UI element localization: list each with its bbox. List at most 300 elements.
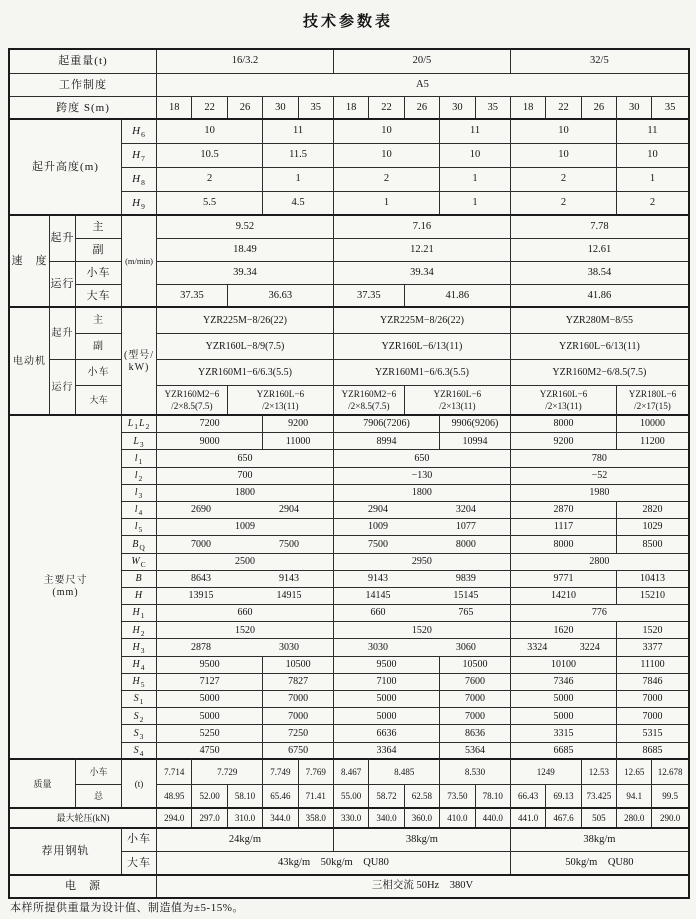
value-cell: 7.769 [299, 758, 334, 785]
value-cell: 505 [582, 807, 617, 829]
footnote: 本样所提供重量为设计值、制造值为±5-15%。 [10, 902, 244, 914]
value-cell: A5 [157, 74, 688, 97]
value-text: 2878 [190, 641, 211, 653]
value-cell: 7.714 [157, 758, 192, 785]
value-cell: 7.729 [192, 758, 263, 785]
value-text: 2690 [190, 504, 211, 516]
row-label: $l_5$ [122, 519, 157, 536]
row-label: $H_1$ [122, 605, 157, 622]
row-label: H [122, 588, 157, 605]
value-cell: 50kg/m QU80 [511, 852, 688, 876]
value-cell: 1009 [157, 519, 334, 536]
value-cell: 1980 [511, 485, 688, 502]
value-cell: 18.49 [157, 239, 334, 262]
row-label: 起升高度(m) [10, 118, 122, 216]
row-label: $B_Q$ [122, 536, 157, 553]
value-cell: 1 [440, 168, 511, 192]
row-label: $H_6$ [122, 118, 157, 144]
value-cell [157, 571, 334, 588]
value-cell: 62.58 [405, 785, 440, 809]
value-cell: 7846 [617, 674, 688, 691]
row-label: 电动机 [10, 306, 50, 416]
parameters-table [8, 48, 690, 899]
value-cell [334, 588, 511, 605]
value-line: YZR160M2−6 [164, 389, 220, 400]
value-cell: 38.54 [511, 262, 688, 285]
value-cell: 22 [192, 97, 227, 120]
value-cell: 69.13 [546, 785, 581, 809]
row-label: 速 度 [10, 214, 50, 308]
value-cell: YZR160M1−6/6.3(5.5) [334, 360, 511, 386]
value-cell: 8.467 [334, 758, 369, 785]
row-label: 总 [76, 785, 122, 809]
value-cell: YZR160L−6/13(11) [334, 334, 511, 360]
value-cell: 5315 [617, 725, 688, 742]
value-cell: 58.72 [369, 785, 404, 809]
value-cell: 9000 [157, 433, 263, 450]
value-cell: 9200 [511, 433, 617, 450]
value-cell: 7906(7206) [334, 414, 440, 433]
value-cell: 7.78 [511, 214, 688, 239]
value-text: 2904 [367, 504, 388, 516]
value-cell: 2820 [617, 502, 688, 519]
value-text: 13915 [188, 590, 214, 602]
value-cell: 7600 [440, 674, 511, 691]
value-cell: 7250 [263, 725, 334, 742]
row-label: $H_4$ [122, 657, 157, 674]
value-cell: 5364 [440, 743, 511, 760]
value-cell: 4.5 [263, 192, 334, 216]
value-cell: 10000 [617, 414, 688, 433]
value-cell: 99.5 [652, 785, 687, 809]
value-cell: 37.35 [157, 285, 228, 308]
row-label: $S_4$ [122, 743, 157, 760]
row-label: 小车 [76, 758, 122, 785]
value-cell: 78.10 [476, 785, 511, 809]
value-cell: YZR280M−8/55 [511, 306, 688, 334]
value-cell: 18 [157, 97, 192, 120]
value-text: 9143 [278, 573, 299, 585]
value-cell: 8.530 [440, 758, 511, 785]
value-cell: 8000 [511, 536, 617, 553]
value-cell [157, 639, 334, 656]
value-cell [334, 536, 511, 553]
value-cell: 360.0 [405, 807, 440, 829]
value-cell: 8500 [617, 536, 688, 553]
value-cell: 37.35 [334, 285, 405, 308]
value-line: YZR160M2−6 [341, 389, 397, 400]
value-cell: 410.0 [440, 807, 475, 829]
value-text: 3030 [278, 641, 299, 653]
value-cell: 12.61 [511, 239, 688, 262]
row-label: 荐用钢轨 [10, 827, 122, 876]
value-cell [228, 386, 334, 416]
value-cell: 3315 [511, 725, 617, 742]
row-label: $l_1$ [122, 450, 157, 467]
value-cell: YZR160L−6/13(11) [511, 334, 688, 360]
value-cell: −52 [511, 468, 688, 485]
value-cell: 1800 [334, 485, 511, 502]
value-line: kW) [128, 361, 150, 373]
value-cell: 7.749 [263, 758, 298, 785]
value-cell: 38kg/m [511, 827, 688, 852]
row-label: (t) [122, 758, 157, 809]
value-cell: 1 [440, 192, 511, 216]
value-cell: 1 [263, 168, 334, 192]
value-cell [334, 502, 511, 519]
value-cell: 5000 [511, 691, 617, 708]
value-line: 主要尺寸 [43, 575, 88, 587]
value-cell: 35 [299, 97, 334, 120]
row-label: 主 [76, 306, 122, 334]
value-cell: 9906(9206) [440, 414, 511, 433]
value-cell: 5000 [334, 708, 440, 725]
value-cell: 7100 [334, 674, 440, 691]
value-cell: 71.41 [299, 785, 334, 809]
value-cell: 4750 [157, 743, 263, 760]
value-cell: 7827 [263, 674, 334, 691]
value-cell [334, 519, 511, 536]
value-cell: 10994 [440, 433, 511, 450]
value-cell: 280.0 [617, 807, 652, 829]
value-cell: 35 [652, 97, 687, 120]
value-cell: 18 [511, 97, 546, 120]
value-cell: 24kg/m [157, 827, 334, 852]
value-text: 15145 [453, 590, 479, 602]
value-cell: 10.5 [157, 144, 263, 168]
value-cell: 2950 [334, 554, 511, 571]
row-label: $H_8$ [122, 168, 157, 192]
value-cell: 30 [263, 97, 298, 120]
value-cell: 39.34 [157, 262, 334, 285]
value-cell: 26 [582, 97, 617, 120]
value-cell: 39.34 [334, 262, 511, 285]
value-cell: 9.52 [157, 214, 334, 239]
row-label: $L_3$ [122, 433, 157, 450]
row-label [10, 414, 122, 760]
value-cell: 2870 [511, 502, 617, 519]
value-cell [511, 639, 617, 656]
row-label: 运行 [50, 262, 76, 308]
row-label: 小车 [122, 827, 157, 852]
row-label: $H_9$ [122, 192, 157, 216]
row-label: $L_1L_2$ [122, 414, 157, 433]
value-cell [334, 571, 511, 588]
value-cell: 12.53 [582, 758, 617, 785]
value-cell: 9200 [263, 414, 334, 433]
value-cell: 700 [157, 468, 334, 485]
value-cell: 7346 [511, 674, 617, 691]
value-cell: 441.0 [511, 807, 546, 829]
value-cell: 3377 [617, 639, 688, 656]
value-line: /2×13(11) [262, 400, 299, 411]
row-label: 质量 [10, 758, 76, 809]
value-cell: 2 [157, 168, 263, 192]
value-cell [334, 605, 511, 622]
row-label: $S_3$ [122, 725, 157, 742]
value-cell: 三相交流 50Hz 380V [157, 874, 688, 897]
value-cell: 2 [617, 192, 688, 216]
value-text: 3224 [579, 641, 600, 653]
value-cell: 358.0 [299, 807, 334, 829]
value-cell: 6685 [511, 743, 617, 760]
value-cell: 65.46 [263, 785, 298, 809]
value-cell: 1029 [617, 519, 688, 536]
value-cell: YZR160M2−6/8.5(7.5) [511, 360, 688, 386]
value-cell: 1520 [617, 622, 688, 639]
row-label: $H_2$ [122, 622, 157, 639]
value-cell: 310.0 [228, 807, 263, 829]
row-label: 大车 [76, 386, 122, 416]
row-label: $H_5$ [122, 674, 157, 691]
value-cell: 9500 [334, 657, 440, 674]
row-label: 起重量(t) [10, 50, 157, 74]
value-cell: 15210 [617, 588, 688, 605]
value-cell: 66.43 [511, 785, 546, 809]
value-line: /2×17(15) [634, 400, 671, 411]
value-cell: 2 [511, 168, 617, 192]
row-label: B [122, 571, 157, 588]
row-label: 运行 [50, 360, 76, 416]
value-cell: 41.86 [511, 285, 688, 308]
value-text: 3204 [455, 504, 476, 516]
value-line: /2×13(11) [545, 400, 582, 411]
value-cell: 5250 [157, 725, 263, 742]
value-cell [334, 639, 511, 656]
value-cell: 35 [476, 97, 511, 120]
value-cell: 12.65 [617, 758, 652, 785]
value-cell: 43kg/m 50kg/m QU80 [157, 852, 511, 876]
value-cell: 8000 [511, 414, 617, 433]
value-cell: 7000 [440, 691, 511, 708]
value-cell [157, 536, 334, 553]
value-cell: 52.00 [192, 785, 227, 809]
value-cell: 1 [617, 168, 688, 192]
value-cell: 344.0 [263, 807, 298, 829]
value-cell: 290.0 [652, 807, 687, 829]
value-cell: 8685 [617, 743, 688, 760]
value-text: 8000 [455, 538, 476, 550]
value-cell: 10 [334, 118, 440, 144]
value-text: 765 [458, 607, 474, 619]
row-label: 小车 [76, 360, 122, 386]
row-label: $l_4$ [122, 502, 157, 519]
row-label: 跨度 S(m) [10, 97, 157, 120]
value-cell: 12.21 [334, 239, 511, 262]
value-cell: 7.16 [334, 214, 511, 239]
row-label: $l_3$ [122, 485, 157, 502]
value-cell: 32/5 [511, 50, 688, 74]
value-cell: 330.0 [334, 807, 369, 829]
value-cell: 20/5 [334, 50, 511, 74]
value-cell [511, 386, 617, 416]
value-text: 2904 [278, 504, 299, 516]
row-label: $W_C$ [122, 554, 157, 571]
value-cell: 297.0 [192, 807, 227, 829]
value-text: 14915 [276, 590, 302, 602]
value-cell: YZR160L−8/9(7.5) [157, 334, 334, 360]
row-label: (m/min) [122, 214, 157, 308]
row-label: 最大轮压(kN) [10, 807, 157, 829]
value-text: 1077 [455, 521, 476, 533]
value-cell [405, 386, 511, 416]
page-title: 技术参数表 [302, 14, 393, 30]
row-label: 副 [76, 334, 122, 360]
row-label: $S_2$ [122, 708, 157, 725]
row-label [122, 306, 157, 416]
value-cell [617, 386, 688, 416]
value-cell: 26 [228, 97, 263, 120]
value-cell: 2800 [511, 554, 688, 571]
value-cell: 7200 [157, 414, 263, 433]
value-cell: 3364 [334, 743, 440, 760]
value-cell: 11.5 [263, 144, 334, 168]
value-cell: 73.50 [440, 785, 475, 809]
value-text: 3030 [367, 641, 388, 653]
value-text: 7500 [278, 538, 299, 550]
value-cell: 776 [511, 605, 688, 622]
value-cell: 26 [405, 97, 440, 120]
value-cell: 7000 [263, 691, 334, 708]
value-text: 3060 [455, 641, 476, 653]
value-cell: 22 [546, 97, 581, 120]
value-cell: 7000 [440, 708, 511, 725]
value-cell: 38kg/m [334, 827, 511, 852]
value-cell: 10 [511, 144, 617, 168]
value-cell: 10 [157, 118, 263, 144]
value-line: /2×8.5(7.5) [171, 400, 213, 411]
value-cell: 11 [440, 118, 511, 144]
row-label: $S_1$ [122, 691, 157, 708]
value-cell: 1800 [157, 485, 334, 502]
value-cell: 30 [440, 97, 475, 120]
value-cell: 1249 [511, 758, 582, 785]
value-text: 9143 [367, 573, 388, 585]
value-cell: 1520 [157, 622, 334, 639]
value-cell: 5000 [511, 708, 617, 725]
value-cell: 7000 [263, 708, 334, 725]
value-text: 1009 [367, 521, 388, 533]
value-cell: 36.63 [228, 285, 334, 308]
value-line: YZR160L−6 [433, 389, 482, 400]
value-cell: 22 [369, 97, 404, 120]
value-cell: 7127 [157, 674, 263, 691]
value-cell: 5000 [334, 691, 440, 708]
value-cell: 30 [617, 97, 652, 120]
value-cell: 660 [157, 605, 334, 622]
value-cell: −130 [334, 468, 511, 485]
value-cell: 10100 [511, 657, 617, 674]
value-cell: 55.00 [334, 785, 369, 809]
value-text: 660 [370, 607, 386, 619]
value-cell: 2 [511, 192, 617, 216]
value-cell [334, 386, 405, 416]
value-cell: 340.0 [369, 807, 404, 829]
value-line: (mm) [52, 587, 79, 599]
value-cell: 650 [157, 450, 334, 467]
value-cell: 2 [334, 168, 440, 192]
value-cell: 41.86 [405, 285, 511, 308]
value-text: 14145 [365, 590, 391, 602]
value-cell: 73.425 [582, 785, 617, 809]
value-cell: 5000 [157, 691, 263, 708]
value-cell: 5000 [157, 708, 263, 725]
value-cell: 10413 [617, 571, 688, 588]
value-cell: 10 [617, 144, 688, 168]
row-label: $H_3$ [122, 639, 157, 656]
value-cell: 1620 [511, 622, 617, 639]
value-cell: YZR160M1−6/6.3(5.5) [157, 360, 334, 386]
row-label: 大车 [122, 852, 157, 876]
value-cell: 467.6 [546, 807, 581, 829]
value-cell: 94.1 [617, 785, 652, 809]
row-label: 小车 [76, 262, 122, 285]
row-label: 工作制度 [10, 74, 157, 97]
value-cell [157, 588, 334, 605]
value-cell: YZR225M−8/26(22) [157, 306, 334, 334]
row-label: $l_2$ [122, 468, 157, 485]
value-cell: 11100 [617, 657, 688, 674]
value-text: 8643 [190, 573, 211, 585]
value-cell: 1520 [334, 622, 511, 639]
row-label: 起升 [50, 306, 76, 360]
value-cell: 9771 [511, 571, 617, 588]
value-cell: 6750 [263, 743, 334, 760]
value-line: (型号/ [123, 349, 155, 361]
value-cell: 294.0 [157, 807, 192, 829]
value-text: 7000 [190, 538, 211, 550]
value-line: YZR180L−6 [628, 389, 677, 400]
value-cell: 48.95 [157, 785, 192, 809]
value-cell: 1 [334, 192, 440, 216]
value-cell: 10500 [440, 657, 511, 674]
value-cell [157, 502, 334, 519]
value-cell: 8994 [334, 433, 440, 450]
value-cell: 2500 [157, 554, 334, 571]
value-cell: 780 [511, 450, 688, 467]
value-cell: 10 [334, 144, 440, 168]
value-cell: 7000 [617, 708, 688, 725]
value-cell: 10 [440, 144, 511, 168]
value-cell: 9500 [157, 657, 263, 674]
value-cell: 11 [617, 118, 688, 144]
value-text: 9839 [455, 573, 476, 585]
row-label: 起升 [50, 214, 76, 262]
value-cell: 8636 [440, 725, 511, 742]
row-label: 主 [76, 214, 122, 239]
value-cell: 5.5 [157, 192, 263, 216]
value-cell: 8.485 [369, 758, 440, 785]
value-cell: 1117 [511, 519, 617, 536]
value-text: 7500 [367, 538, 388, 550]
row-label: 电 源 [10, 874, 157, 897]
value-cell [157, 386, 228, 416]
value-cell: 58.10 [228, 785, 263, 809]
value-cell: 14210 [511, 588, 617, 605]
value-line: /2×8.5(7.5) [348, 400, 390, 411]
value-cell: 7000 [617, 691, 688, 708]
value-cell: 11200 [617, 433, 688, 450]
value-cell: 10500 [263, 657, 334, 674]
row-label: 副 [76, 239, 122, 262]
value-cell: 18 [334, 97, 369, 120]
row-label: $H_7$ [122, 144, 157, 168]
value-cell: 650 [334, 450, 511, 467]
value-cell: 16/3.2 [157, 50, 334, 74]
row-label: 大车 [76, 285, 122, 308]
value-cell: 10 [511, 118, 617, 144]
value-text: 3324 [527, 641, 548, 653]
